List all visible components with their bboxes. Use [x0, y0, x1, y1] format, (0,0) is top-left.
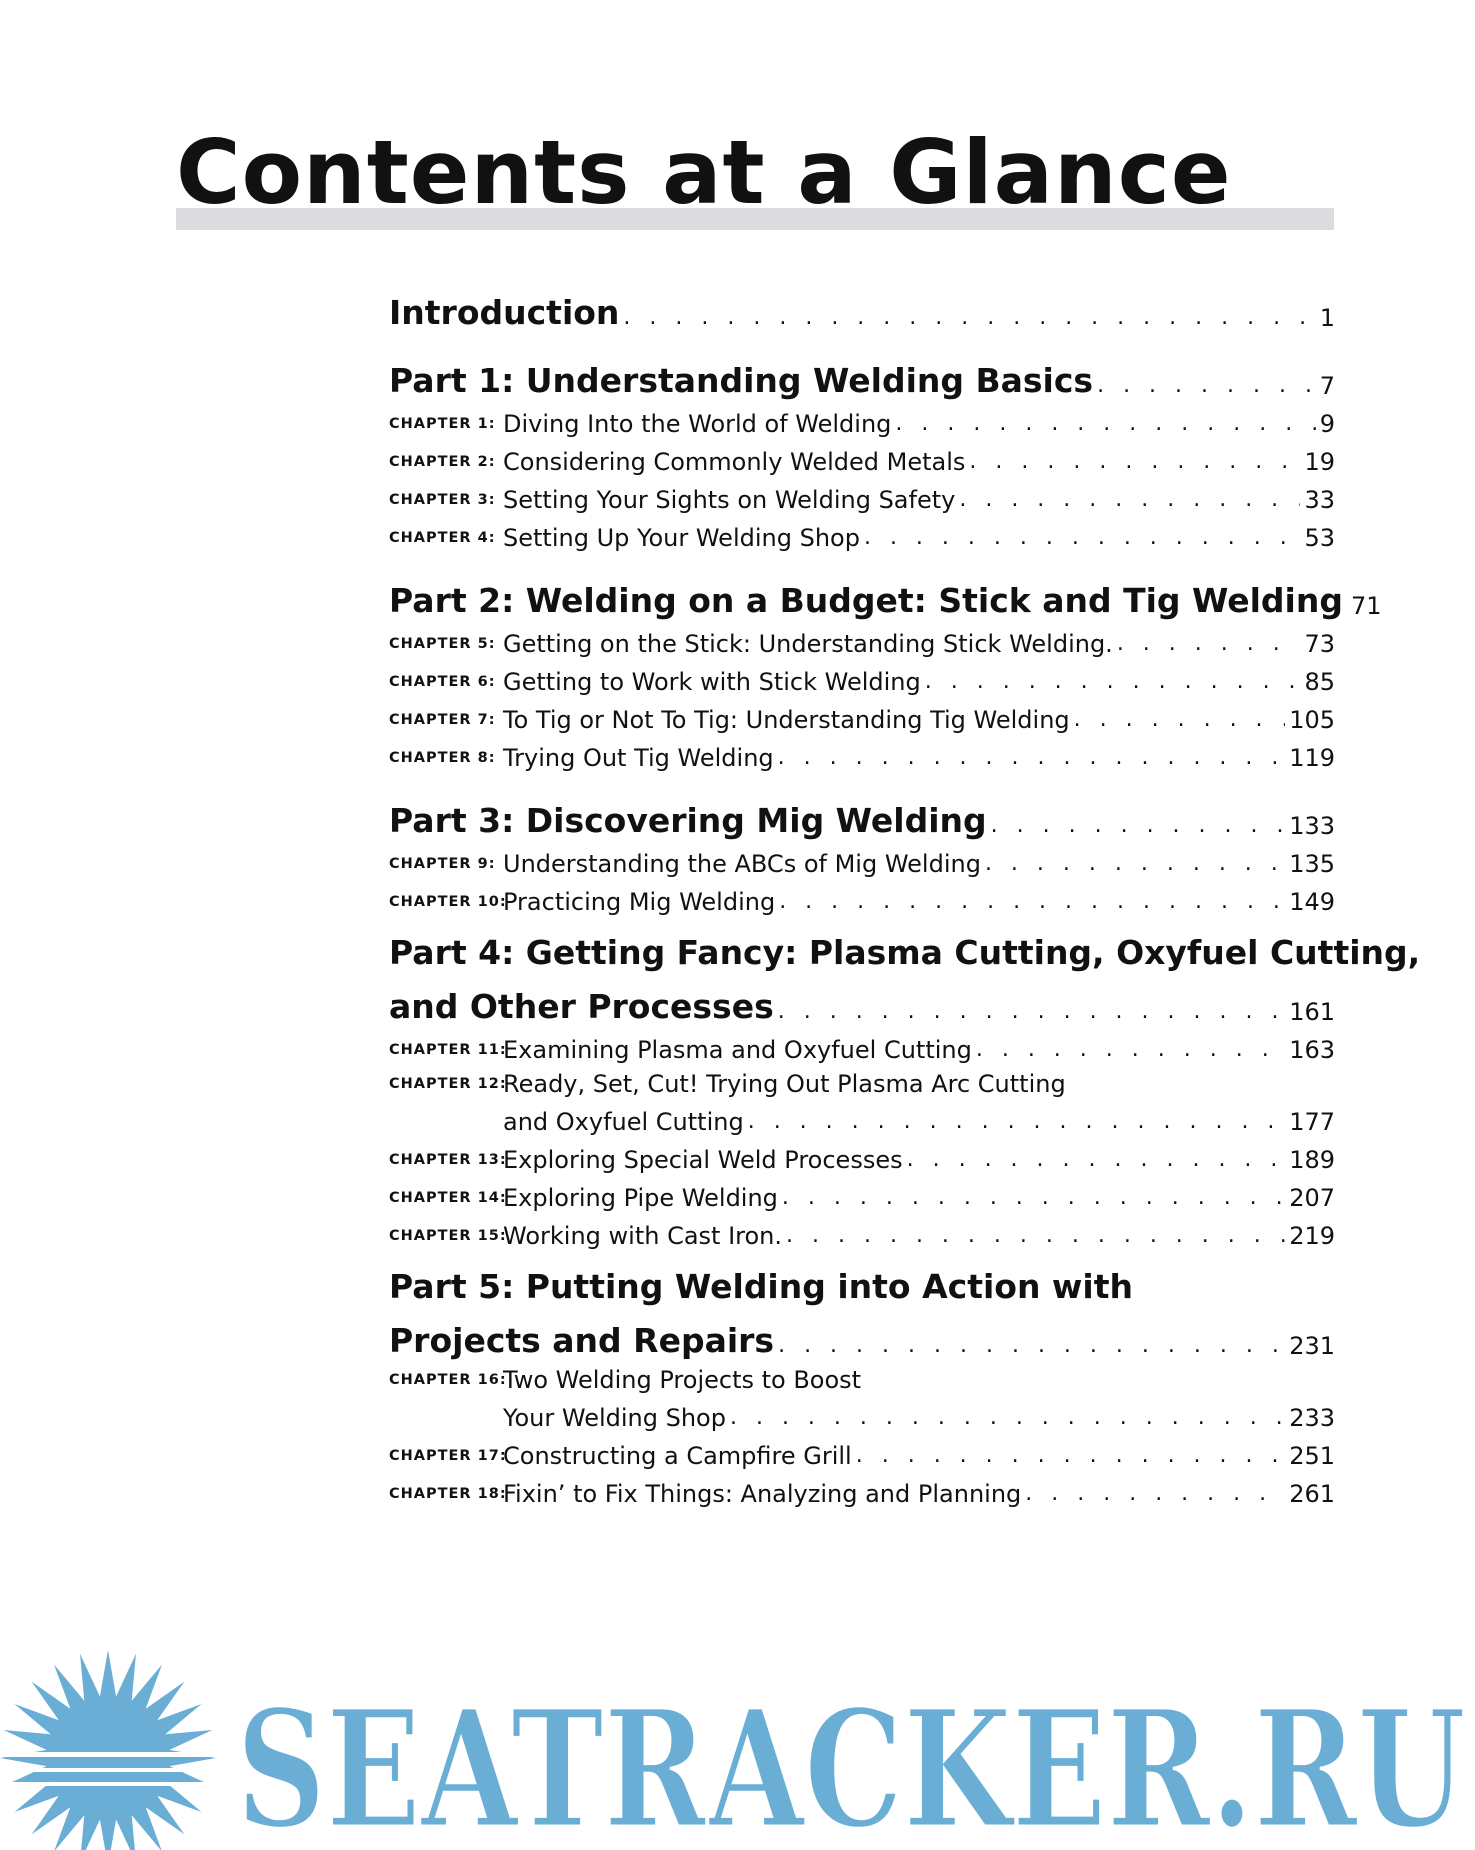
toc-chapter-entry[interactable]	[389, 1136, 1335, 1174]
toc-introduction-page: 1	[1319, 304, 1335, 332]
dot-leader	[786, 1223, 1285, 1250]
toc-parts	[389, 346, 1421, 1508]
toc-chapter-title: Ready, Set, Cut! Trying Out Plasma Arc Cutting	[503, 1070, 1066, 1098]
toc-part-title: and Other Processes	[389, 987, 774, 1026]
toc-chapter-page-number: 219	[1289, 1222, 1335, 1250]
dot-leader	[1074, 707, 1286, 734]
toc-part-title: Part 5: Putting Welding into Action with	[389, 1267, 1133, 1306]
toc-part-block	[389, 566, 1382, 772]
toc-chapter-page-number: 135	[1289, 850, 1335, 878]
dot-leader	[907, 1147, 1286, 1174]
toc-chapter-page-number: 85	[1304, 668, 1335, 696]
toc-chapter-entry[interactable]	[389, 476, 1335, 514]
toc-chapter-label: CHAPTER 8:	[389, 750, 496, 766]
toc-chapter-label: CHAPTER 13:	[389, 1152, 507, 1168]
toc-part-block	[389, 786, 1335, 916]
toc-chapter-title: Examining Plasma and Oxyfuel Cutting	[503, 1036, 972, 1064]
toc-part-page-number: 231	[1289, 1332, 1335, 1360]
watermark-seatracker	[0, 1640, 1475, 1850]
toc-part-title: Projects and Repairs	[389, 1321, 775, 1360]
toc-chapter-entry[interactable]	[389, 514, 1335, 552]
toc-chapter-label: CHAPTER 16:	[389, 1372, 507, 1388]
toc-chapter-page-number: 9	[1319, 410, 1335, 438]
toc-part-page-number: 71	[1350, 592, 1382, 620]
dot-leader	[1117, 631, 1301, 658]
toc-part-heading-line[interactable]	[389, 1264, 1335, 1306]
toc-part-block	[389, 346, 1335, 552]
dot-leader	[991, 813, 1286, 840]
toc-chapter-label: CHAPTER 2:	[389, 454, 496, 470]
toc-chapter-entry[interactable]	[389, 400, 1335, 438]
toc-chapter-entry[interactable]	[389, 438, 1335, 476]
toc-chapter-label: CHAPTER 17:	[389, 1448, 507, 1464]
toc-chapter-title: Understanding the ABCs of Mig Welding	[503, 850, 981, 878]
toc-chapter-label: CHAPTER 15:	[389, 1228, 507, 1244]
dot-leader	[778, 1333, 1285, 1360]
dot-leader	[730, 1405, 1285, 1432]
toc-chapter-entry[interactable]	[389, 1432, 1335, 1470]
dot-leader	[895, 411, 1315, 438]
toc-chapter-page-number: 105	[1289, 706, 1335, 734]
toc-chapter-page-number: 233	[1289, 1404, 1335, 1432]
toc-chapter-label: CHAPTER 10:	[389, 894, 507, 910]
toc-part-heading-line[interactable]	[389, 930, 1421, 972]
toc-chapter-label: CHAPTER 18:	[389, 1486, 507, 1502]
dot-leader	[969, 449, 1300, 476]
toc-chapter-entry[interactable]	[389, 1212, 1335, 1250]
dot-leader	[959, 487, 1300, 514]
toc-chapter-entry[interactable]	[389, 1394, 1335, 1432]
toc-chapter-entry[interactable]	[389, 1064, 1335, 1098]
dot-leader	[623, 305, 1315, 332]
dot-leader	[778, 745, 1286, 772]
toc-chapter-entry[interactable]	[389, 620, 1335, 658]
toc-chapter-page-number: 189	[1289, 1146, 1335, 1174]
toc-chapter-page-number: 149	[1289, 888, 1335, 916]
dot-leader	[779, 889, 1285, 916]
dot-leader	[976, 1037, 1285, 1064]
toc-chapter-entry[interactable]	[389, 878, 1335, 916]
toc-part-heading[interactable]	[389, 786, 1335, 840]
dot-leader	[748, 1109, 1285, 1136]
toc-part-heading[interactable]	[389, 1306, 1335, 1360]
toc-chapter-title: Practicing Mig Welding	[503, 888, 776, 916]
toc-chapter-title: and Oxyfuel Cutting	[503, 1108, 744, 1136]
toc-chapter-entry[interactable]	[389, 658, 1335, 696]
toc-chapter-title: Considering Commonly Welded Metals	[503, 448, 966, 476]
toc-chapter-title: Two Welding Projects to Boost	[503, 1366, 862, 1394]
toc-chapter-entry[interactable]	[389, 1360, 1335, 1394]
toc-chapter-label: CHAPTER 9:	[389, 856, 496, 872]
toc-part-title: Part 1: Understanding Welding Basics	[389, 361, 1094, 400]
toc-chapter-title: Setting Your Sights on Welding Safety	[503, 486, 956, 514]
toc-chapter-label: CHAPTER 5:	[389, 636, 496, 652]
toc-part-heading[interactable]	[389, 346, 1335, 400]
toc-part-heading[interactable]	[389, 972, 1335, 1026]
toc-part-title: Part 4: Getting Fancy: Plasma Cutting, Oxyfuel Cutting,	[389, 933, 1421, 972]
toc-chapter-title: Constructing a Campfire Grill	[503, 1442, 852, 1470]
toc-chapter-page-number: 163	[1289, 1036, 1335, 1064]
toc-chapter-title: Diving Into the World of Welding	[503, 410, 892, 438]
toc-chapter-page-number: 251	[1289, 1442, 1335, 1470]
toc-chapter-entry[interactable]	[389, 734, 1335, 772]
dot-leader	[782, 1185, 1285, 1212]
toc-chapter-label: CHAPTER 3:	[389, 492, 496, 508]
toc-chapter-entry[interactable]	[389, 840, 1335, 878]
toc-chapter-title: Trying Out Tig Welding	[503, 744, 774, 772]
toc-chapter-title: Fixin’ to Fix Things: Analyzing and Planning	[503, 1480, 1022, 1508]
toc-chapter-label: CHAPTER 12:	[389, 1076, 507, 1092]
toc-chapter-page-number: 119	[1289, 744, 1335, 772]
toc-chapter-label: CHAPTER 4:	[389, 530, 496, 546]
toc-part-block	[389, 930, 1421, 1250]
toc-part-title: Part 2: Welding on a Budget: Stick and Tig Welding	[389, 581, 1343, 620]
watermark-text: SEATRACKER.RU	[236, 1675, 1466, 1850]
toc-chapter-label: CHAPTER 7:	[389, 712, 496, 728]
toc-chapter-title: Working with Cast Iron.	[503, 1222, 783, 1250]
toc-chapter-entry[interactable]	[389, 1174, 1335, 1212]
table-of-contents	[389, 282, 1421, 1508]
toc-chapter-title: Exploring Special Weld Processes	[503, 1146, 903, 1174]
toc-chapter-entry[interactable]	[389, 1098, 1335, 1136]
toc-chapter-page-number: 207	[1289, 1184, 1335, 1212]
toc-part-block	[389, 1264, 1335, 1508]
dot-leader	[864, 525, 1301, 552]
toc-chapter-page-number: 19	[1304, 448, 1335, 476]
toc-chapter-page-number: 261	[1289, 1480, 1335, 1508]
page-title: Contents at a Glance	[176, 121, 1232, 224]
toc-chapter-title: To Tig or Not To Tig: Understanding Tig Welding	[503, 706, 1070, 734]
toc-introduction-label: Introduction	[389, 293, 620, 332]
toc-part-page-number: 7	[1319, 372, 1335, 400]
dot-leader	[985, 851, 1285, 878]
toc-part-page-number: 133	[1289, 812, 1335, 840]
toc-chapter-label: CHAPTER 6:	[389, 674, 496, 690]
sunburst-logo-icon	[0, 1650, 230, 1850]
toc-chapter-entry[interactable]	[389, 696, 1335, 734]
dot-leader	[856, 1443, 1285, 1470]
toc-chapter-title: Exploring Pipe Welding	[503, 1184, 778, 1212]
toc-part-title: Part 3: Discovering Mig Welding	[389, 801, 987, 840]
toc-chapter-page-number: 177	[1289, 1108, 1335, 1136]
toc-chapter-entry[interactable]	[389, 1026, 1335, 1064]
toc-chapter-label: CHAPTER 1:	[389, 416, 496, 432]
dot-leader	[1025, 1481, 1285, 1508]
toc-chapter-page-number: 73	[1304, 630, 1335, 658]
dot-leader	[1097, 373, 1316, 400]
toc-part-page-number: 161	[1289, 998, 1335, 1026]
toc-chapter-page-number: 53	[1304, 524, 1335, 552]
toc-chapter-page-number: 33	[1304, 486, 1335, 514]
toc-chapter-label: CHAPTER 14:	[389, 1190, 507, 1206]
toc-chapter-title: Your Welding Shop	[503, 1404, 726, 1432]
toc-chapter-title: Getting to Work with Stick Welding	[503, 668, 921, 696]
toc-chapter-title: Setting Up Your Welding Shop	[503, 524, 860, 552]
dot-leader	[778, 999, 1285, 1026]
toc-chapter-entry[interactable]	[389, 1470, 1335, 1508]
toc-chapter-label: CHAPTER 11:	[389, 1042, 507, 1058]
toc-chapter-title: Getting on the Stick: Understanding Stick Welding.	[503, 630, 1113, 658]
dot-leader	[925, 669, 1301, 696]
toc-introduction-entry[interactable]	[389, 282, 1335, 332]
toc-part-heading[interactable]	[389, 566, 1382, 620]
